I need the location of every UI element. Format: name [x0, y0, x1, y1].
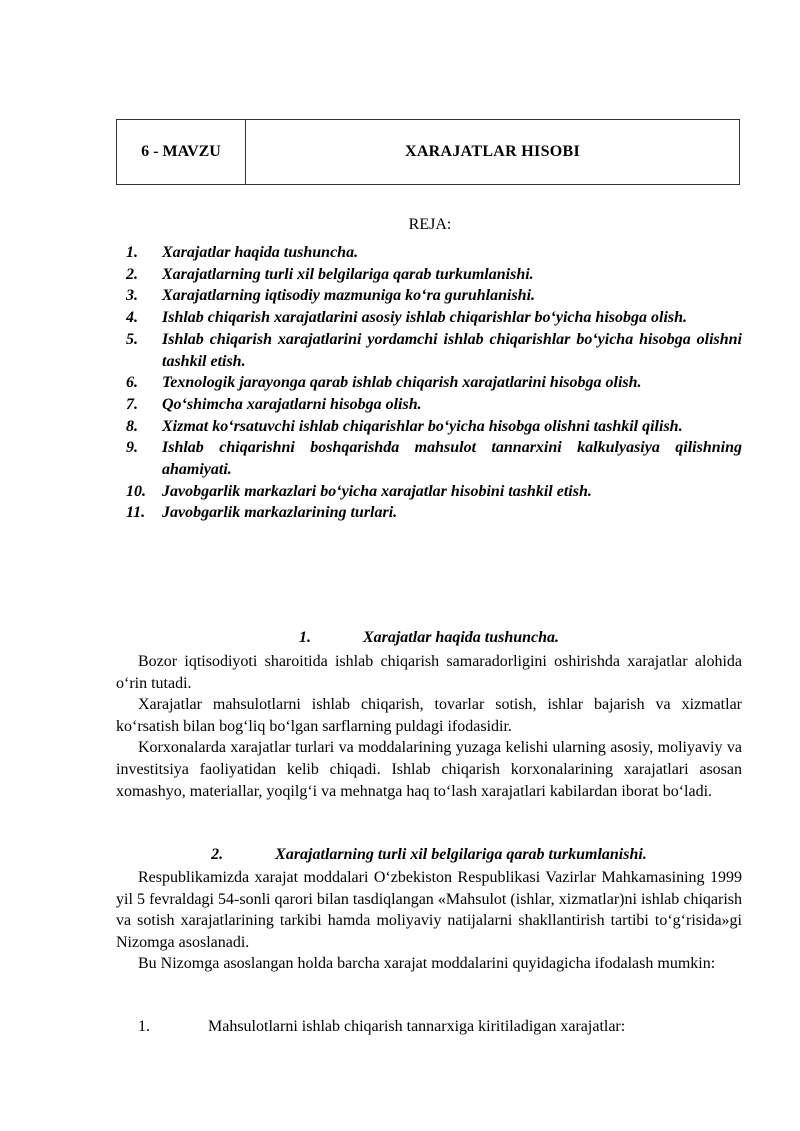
plan-item-text: Xarajatlarning iqtisodiy mazmuniga ko‘ra guruhlanishi.: [162, 287, 536, 305]
plan-title: REJA:: [408, 216, 452, 233]
plan-item-number: [116, 329, 162, 372]
plan-item-text: Xarajatlarning turli xil belgilariga qarab turkumlanishi.: [162, 265, 534, 283]
section-1-body: [116, 651, 742, 802]
plan-item: [116, 285, 742, 307]
plan-item: [116, 372, 742, 394]
section-1-heading: [116, 629, 742, 647]
plan-item-text: Xarajatlar haqida tushuncha.: [162, 244, 359, 261]
section-2-heading: [116, 846, 742, 864]
plan-item: [116, 416, 742, 438]
plan-item-number-text: 11.: [126, 504, 146, 522]
plan-item-number-text: 3.: [126, 287, 138, 305]
paragraph: Bu Nizomga asoslangan holda barcha xarajat moddalarini quyidagicha ifodalash mumkin:: [138, 955, 716, 973]
plan-item-text: Ishlab chiqarish xarajatlarini asosiy ishlab chiqarishlar bo‘yicha hisobga olish.: [162, 309, 688, 327]
plan-item-text: Javobgarlik markazlarining turlari.: [162, 504, 398, 522]
plan-item: [116, 242, 742, 264]
plan-item-number-text: 2.: [126, 265, 138, 283]
plan-item: [116, 329, 742, 372]
plan-item-number-text: 9.: [126, 439, 138, 457]
plan-item-number: [116, 242, 162, 264]
plan-item: [116, 307, 742, 329]
topic-header-table: [116, 119, 740, 185]
paragraph: Xarajatlar mahsulotlarni ishlab chiqarish, tovarlar sotish, ishlar bajarish va xizmatlar ko‘rsatish bilan bog‘liq bo‘lgan sarflarning puldagi ifodasidir.: [116, 696, 742, 735]
plan-item: [116, 502, 742, 524]
section-1-title: Xarajatlar haqida tushuncha.: [362, 629, 560, 646]
plan-item-number-text: 1.: [126, 244, 138, 261]
plan-item-text: Qo‘shimcha xarajatlarni hisobga olish.: [162, 395, 422, 413]
plan-item-text: Ishlab chiqarishni boshqarishda mahsulot tannarxini kalkulyasiya qilishning ahamiyati.: [162, 439, 742, 479]
plan-item-number: [116, 394, 162, 416]
plan-item-number: [116, 416, 162, 438]
plan-item-text: Texnologik jarayonga qarab ishlab chiqarish xarajatlarini hisobga olish.: [162, 374, 642, 392]
plan-item-number: [116, 285, 162, 307]
plan-list: [116, 242, 742, 524]
list-item-number: 1.: [138, 1018, 150, 1035]
paragraph: Korxonalarda xarajatlar turlari va moddalarining yuzaga kelishi ularning asosiy, moliyaviy va investitsiya faoliyatidan kelib chiqadi. Ishlab chiqarish korxonalarining xarajatlari asosan xomashyo, materiallar, yoqilg‘i va mehnatga haq to‘lash xarajatlari kabilardan iborat bo‘ladi.: [116, 739, 742, 800]
plan-item-number-text: 6.: [126, 374, 138, 392]
plan-item-number-text: 8.: [126, 417, 138, 435]
plan-item-number-text: 5.: [126, 330, 138, 348]
paragraph: Respublikamizda xarajat moddalari O‘zbekiston Respublikasi Vazirlar Mahkamasining 1999 yil 5 fevraldagi 54-sonli qarori bilan tasdiqlangan «Mahsulot (ishlar, xizmatlar)ni ishlab chiqarish va sotish xarajatlarining tarkibi hamda moliyaviy natijalarni shakllantirish tartibi to‘g‘risida»gi Nizomga asoslanadi.: [116, 869, 742, 951]
section-2-title: Xarajatlarning turli xil belgilariga qarab turkumlanishi.: [275, 846, 647, 863]
plan-item-number: [116, 437, 162, 480]
plan-item-number: [116, 372, 162, 394]
plan-item-number: [116, 264, 162, 286]
plan-item: [116, 481, 742, 503]
plan-item-text: Ishlab chiqarish xarajatlarini yordamchi ishlab chiqarishlar bo‘yicha hisobga olishni tashkil etish.: [162, 330, 742, 370]
list-item-text: Mahsulotlarni ishlab chiqarish tannarxiga kiritiladigan xarajatlar:: [208, 1018, 626, 1035]
plan-item-number: [116, 307, 162, 329]
section-2-list-item: [138, 1018, 738, 1036]
plan-item-number-text: 10.: [126, 482, 146, 500]
plan-item-text: Xizmat ko‘rsatuvchi ishlab chiqarishlar bo‘yicha hisobga olishni tashkil qilish.: [162, 417, 683, 435]
plan-item-text: Javobgarlik markazlari bo‘yicha xarajatlar hisobini tashkil etish.: [162, 482, 592, 500]
plan-item: [116, 264, 742, 286]
section-2-body: [116, 867, 742, 975]
plan-item-number: [116, 502, 162, 524]
plan-item: [116, 394, 742, 416]
topic-label: 6 - MAVZU: [117, 120, 246, 184]
section-1-number: 1.: [298, 629, 311, 646]
paragraph: Bozor iqtisodiyoti sharoitida ishlab chiqarish samaradorligini oshirishda xarajatlar alohida o‘rin tutadi.: [116, 653, 742, 692]
section-2-number: 2.: [211, 846, 224, 863]
plan-item-number: [116, 481, 162, 503]
topic-title: XARAJATLAR HISOBI: [404, 143, 581, 160]
plan-item: [116, 437, 742, 480]
plan-item-number-text: 7.: [126, 395, 138, 413]
plan-item-number-text: 4.: [126, 309, 138, 327]
